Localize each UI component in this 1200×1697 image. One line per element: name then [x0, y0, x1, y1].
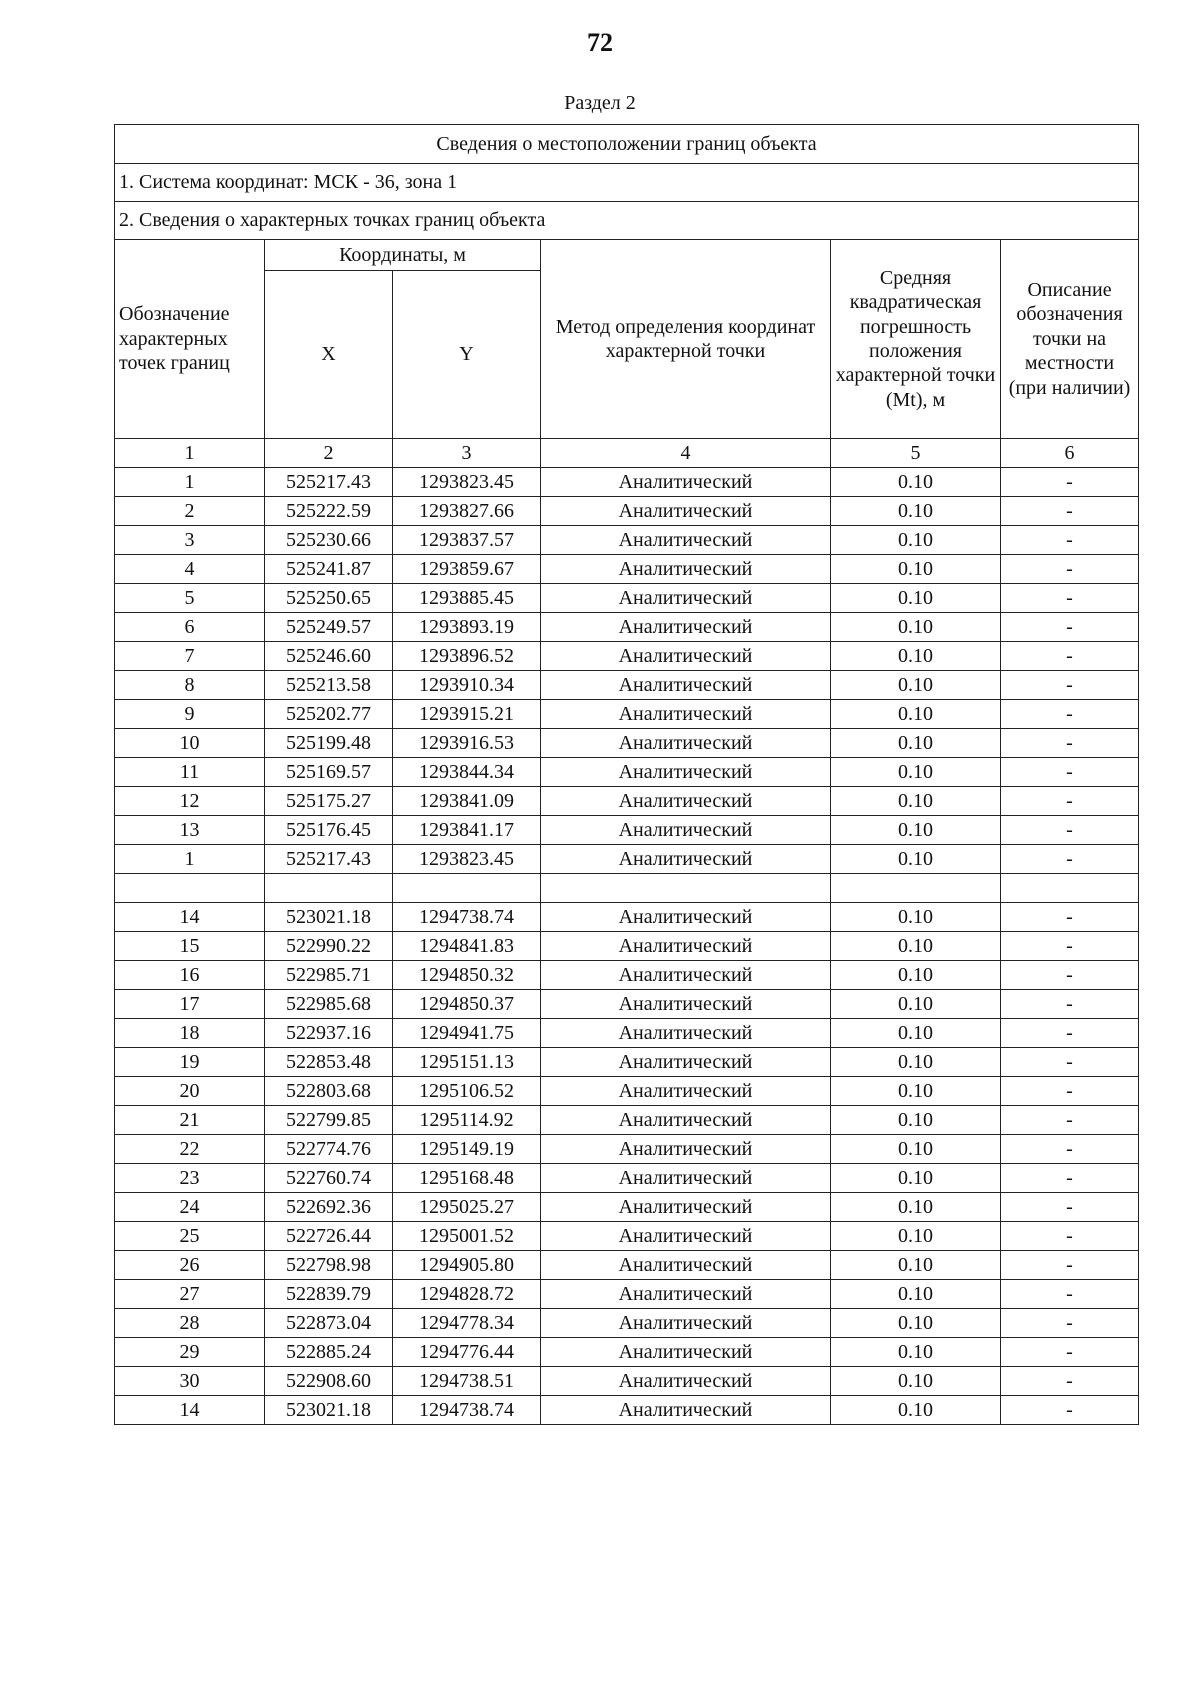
- accuracy: 0.10: [831, 1251, 1001, 1280]
- description: -: [1001, 1077, 1139, 1106]
- method: Аналитический: [541, 1048, 831, 1077]
- section-label: Раздел 2: [564, 92, 636, 114]
- method: Аналитический: [541, 1251, 831, 1280]
- points-info: 2. Сведения о характерных точках границ объекта: [115, 202, 1139, 240]
- accuracy: 0.10: [831, 1164, 1001, 1193]
- accuracy: 0.10: [831, 555, 1001, 584]
- accuracy: 0.10: [831, 1077, 1001, 1106]
- boundary-points-table: [114, 124, 1139, 1425]
- point-designation: 18: [115, 1019, 265, 1048]
- coord-y: 1293885.45: [393, 584, 541, 613]
- accuracy: 0.10: [831, 787, 1001, 816]
- accuracy: 0.10: [831, 584, 1001, 613]
- coord-x: 522803.68: [265, 1077, 393, 1106]
- method: Аналитический: [541, 700, 831, 729]
- table-row: [115, 903, 1139, 932]
- description: -: [1001, 642, 1139, 671]
- coord-x: 522774.76: [265, 1135, 393, 1164]
- column-number: 5: [831, 439, 1001, 468]
- description: -: [1001, 1222, 1139, 1251]
- method: Аналитический: [541, 1338, 831, 1367]
- accuracy: 0.10: [831, 1309, 1001, 1338]
- coord-y: 1294850.37: [393, 990, 541, 1019]
- method: Аналитический: [541, 642, 831, 671]
- point-designation: 28: [115, 1309, 265, 1338]
- column-numbers-row: [115, 439, 1139, 468]
- table-row: [115, 1251, 1139, 1280]
- table-row: [115, 1048, 1139, 1077]
- accuracy: 0.10: [831, 1048, 1001, 1077]
- accuracy: 0.10: [831, 961, 1001, 990]
- method: [541, 874, 831, 903]
- points-info-row: [115, 202, 1139, 240]
- method: Аналитический: [541, 758, 831, 787]
- table-row: [115, 874, 1139, 903]
- column-number: 4: [541, 439, 831, 468]
- point-designation: 1: [115, 468, 265, 497]
- description: -: [1001, 555, 1139, 584]
- table-row: [115, 1309, 1139, 1338]
- coord-y: 1293823.45: [393, 845, 541, 874]
- description: -: [1001, 584, 1139, 613]
- coord-y: 1294850.32: [393, 961, 541, 990]
- accuracy: 0.10: [831, 1280, 1001, 1309]
- point-designation: 9: [115, 700, 265, 729]
- table-row: [115, 1338, 1139, 1367]
- table-title-row: [115, 125, 1139, 164]
- coord-x: 525249.57: [265, 613, 393, 642]
- method: Аналитический: [541, 1367, 831, 1396]
- coord-x: 525217.43: [265, 468, 393, 497]
- coord-y: 1295168.48: [393, 1164, 541, 1193]
- coord-y: 1295114.92: [393, 1106, 541, 1135]
- coord-y: 1293841.09: [393, 787, 541, 816]
- header-designation: Обозначение характерных точек границ: [115, 240, 265, 439]
- method: Аналитический: [541, 990, 831, 1019]
- table-row: [115, 758, 1139, 787]
- table-row: [115, 1280, 1139, 1309]
- coord-y: 1295149.19: [393, 1135, 541, 1164]
- header-method: Метод определения координат характерной точки: [541, 240, 831, 439]
- coord-y: 1293823.45: [393, 468, 541, 497]
- description: -: [1001, 787, 1139, 816]
- coord-x: 525217.43: [265, 845, 393, 874]
- coord-x: 522798.98: [265, 1251, 393, 1280]
- table-row: [115, 468, 1139, 497]
- coord-x: 522885.24: [265, 1338, 393, 1367]
- accuracy: 0.10: [831, 990, 1001, 1019]
- column-number: 3: [393, 439, 541, 468]
- point-designation: 3: [115, 526, 265, 555]
- table-row: [115, 584, 1139, 613]
- description: -: [1001, 1135, 1139, 1164]
- description: -: [1001, 932, 1139, 961]
- table-row: [115, 1019, 1139, 1048]
- point-designation: 29: [115, 1338, 265, 1367]
- point-designation: 24: [115, 1193, 265, 1222]
- accuracy: 0.10: [831, 1135, 1001, 1164]
- accuracy: 0.10: [831, 932, 1001, 961]
- coord-y: 1295001.52: [393, 1222, 541, 1251]
- method: Аналитический: [541, 1106, 831, 1135]
- point-designation: 19: [115, 1048, 265, 1077]
- method: Аналитический: [541, 613, 831, 642]
- table-row: [115, 1135, 1139, 1164]
- coord-x: 522799.85: [265, 1106, 393, 1135]
- table-row: [115, 729, 1139, 758]
- description: -: [1001, 758, 1139, 787]
- accuracy: 0.10: [831, 642, 1001, 671]
- accuracy: 0.10: [831, 816, 1001, 845]
- coord-y: 1293841.17: [393, 816, 541, 845]
- coord-y: 1293837.57: [393, 526, 541, 555]
- table-row: [115, 642, 1139, 671]
- description: -: [1001, 1193, 1139, 1222]
- coord-x: 522692.36: [265, 1193, 393, 1222]
- accuracy: 0.10: [831, 1338, 1001, 1367]
- point-designation: [115, 874, 265, 903]
- table-row: [115, 1396, 1139, 1425]
- table-row: [115, 990, 1139, 1019]
- coord-y: 1293844.34: [393, 758, 541, 787]
- table-row: [115, 1222, 1139, 1251]
- coord-x: 522760.74: [265, 1164, 393, 1193]
- point-designation: 11: [115, 758, 265, 787]
- point-designation: 1: [115, 845, 265, 874]
- point-designation: 15: [115, 932, 265, 961]
- accuracy: 0.10: [831, 468, 1001, 497]
- accuracy: 0.10: [831, 729, 1001, 758]
- coord-x: 522985.68: [265, 990, 393, 1019]
- table-row: [115, 932, 1139, 961]
- page-number: 72: [587, 28, 613, 57]
- accuracy: 0.10: [831, 845, 1001, 874]
- point-designation: 16: [115, 961, 265, 990]
- point-designation: 7: [115, 642, 265, 671]
- header-y: Y: [393, 271, 541, 439]
- description: -: [1001, 903, 1139, 932]
- coord-y: 1293896.52: [393, 642, 541, 671]
- accuracy: 0.10: [831, 758, 1001, 787]
- coord-x: 525250.65: [265, 584, 393, 613]
- description: -: [1001, 1367, 1139, 1396]
- coord-x: 522937.16: [265, 1019, 393, 1048]
- description: -: [1001, 671, 1139, 700]
- description: [1001, 874, 1139, 903]
- table-body: [115, 468, 1139, 1425]
- column-number: 1: [115, 439, 265, 468]
- column-number: 2: [265, 439, 393, 468]
- point-designation: 8: [115, 671, 265, 700]
- point-designation: 14: [115, 1396, 265, 1425]
- point-designation: 21: [115, 1106, 265, 1135]
- coord-x: 525176.45: [265, 816, 393, 845]
- description: -: [1001, 990, 1139, 1019]
- accuracy: 0.10: [831, 700, 1001, 729]
- header-row-1: [115, 240, 1139, 271]
- coord-y: 1295025.27: [393, 1193, 541, 1222]
- table-row: [115, 497, 1139, 526]
- header-coordinates: Координаты, м: [265, 240, 541, 271]
- method: Аналитический: [541, 1077, 831, 1106]
- coord-y: 1294941.75: [393, 1019, 541, 1048]
- coord-x: 522853.48: [265, 1048, 393, 1077]
- point-designation: 13: [115, 816, 265, 845]
- description: -: [1001, 1396, 1139, 1425]
- method: Аналитический: [541, 555, 831, 584]
- description: -: [1001, 1019, 1139, 1048]
- method: Аналитический: [541, 1222, 831, 1251]
- coord-x: 525241.87: [265, 555, 393, 584]
- coord-y: 1294738.51: [393, 1367, 541, 1396]
- accuracy: 0.10: [831, 671, 1001, 700]
- coord-x: 522908.60: [265, 1367, 393, 1396]
- coord-x: 525169.57: [265, 758, 393, 787]
- coord-system: 1. Система координат: МСК - 36, зона 1: [115, 164, 1139, 202]
- accuracy: 0.10: [831, 497, 1001, 526]
- point-designation: 17: [115, 990, 265, 1019]
- coord-y: 1294828.72: [393, 1280, 541, 1309]
- table-row: [115, 700, 1139, 729]
- description: -: [1001, 1280, 1139, 1309]
- coord-x: 525199.48: [265, 729, 393, 758]
- accuracy: 0.10: [831, 903, 1001, 932]
- description: -: [1001, 845, 1139, 874]
- coord-y: [393, 874, 541, 903]
- description: -: [1001, 1309, 1139, 1338]
- point-designation: 5: [115, 584, 265, 613]
- point-designation: 30: [115, 1367, 265, 1396]
- table-row: [115, 1106, 1139, 1135]
- table-title: Сведения о местоположении границ объекта: [115, 125, 1139, 164]
- table-row: [115, 845, 1139, 874]
- coord-x: 522985.71: [265, 961, 393, 990]
- table-row: [115, 526, 1139, 555]
- coord-x: 525230.66: [265, 526, 393, 555]
- description: -: [1001, 613, 1139, 642]
- point-designation: 4: [115, 555, 265, 584]
- description: -: [1001, 1106, 1139, 1135]
- method: Аналитический: [541, 497, 831, 526]
- method: Аналитический: [541, 1164, 831, 1193]
- point-designation: 12: [115, 787, 265, 816]
- coord-y: 1294905.80: [393, 1251, 541, 1280]
- coord-x: [265, 874, 393, 903]
- description: -: [1001, 526, 1139, 555]
- method: Аналитический: [541, 1280, 831, 1309]
- table-row: [115, 961, 1139, 990]
- coord-x: 525175.27: [265, 787, 393, 816]
- table-row: [115, 1367, 1139, 1396]
- coord-y: 1294738.74: [393, 1396, 541, 1425]
- header-x: X: [265, 271, 393, 439]
- table-row: [115, 816, 1139, 845]
- method: Аналитический: [541, 526, 831, 555]
- accuracy: 0.10: [831, 526, 1001, 555]
- accuracy: 0.10: [831, 613, 1001, 642]
- coord-x: 522726.44: [265, 1222, 393, 1251]
- method: Аналитический: [541, 845, 831, 874]
- description: -: [1001, 1164, 1139, 1193]
- accuracy: 0.10: [831, 1019, 1001, 1048]
- point-designation: 22: [115, 1135, 265, 1164]
- point-designation: 2: [115, 497, 265, 526]
- description: -: [1001, 729, 1139, 758]
- method: Аналитический: [541, 729, 831, 758]
- coord-y: 1294776.44: [393, 1338, 541, 1367]
- accuracy: 0.10: [831, 1367, 1001, 1396]
- table-row: [115, 1193, 1139, 1222]
- point-designation: 10: [115, 729, 265, 758]
- table-row: [115, 1164, 1139, 1193]
- table-row: [115, 613, 1139, 642]
- accuracy: 0.10: [831, 1222, 1001, 1251]
- point-designation: 27: [115, 1280, 265, 1309]
- coord-x: 522873.04: [265, 1309, 393, 1338]
- coord-x: 525213.58: [265, 671, 393, 700]
- coord-x: 522839.79: [265, 1280, 393, 1309]
- description: -: [1001, 816, 1139, 845]
- method: Аналитический: [541, 468, 831, 497]
- method: Аналитический: [541, 1135, 831, 1164]
- coord-x: 522990.22: [265, 932, 393, 961]
- description: -: [1001, 700, 1139, 729]
- coord-x: 525246.60: [265, 642, 393, 671]
- accuracy: 0.10: [831, 1193, 1001, 1222]
- table-row: [115, 671, 1139, 700]
- coord-y: 1294738.74: [393, 903, 541, 932]
- point-designation: 25: [115, 1222, 265, 1251]
- point-designation: 26: [115, 1251, 265, 1280]
- header-description: Описание обозначения точки на местности (при наличии): [1001, 240, 1139, 439]
- coord-x: 525222.59: [265, 497, 393, 526]
- method: Аналитический: [541, 1309, 831, 1338]
- accuracy: 0.10: [831, 1396, 1001, 1425]
- method: Аналитический: [541, 1193, 831, 1222]
- accuracy: 0.10: [831, 1106, 1001, 1135]
- coord-x: 523021.18: [265, 903, 393, 932]
- column-number: 6: [1001, 439, 1139, 468]
- coord-system-row: [115, 164, 1139, 202]
- coord-y: 1294778.34: [393, 1309, 541, 1338]
- method: Аналитический: [541, 961, 831, 990]
- accuracy: [831, 874, 1001, 903]
- table-row: [115, 1077, 1139, 1106]
- coord-y: 1294841.83: [393, 932, 541, 961]
- coord-x: 523021.18: [265, 1396, 393, 1425]
- table-row: [115, 555, 1139, 584]
- description: -: [1001, 468, 1139, 497]
- point-designation: 23: [115, 1164, 265, 1193]
- coord-y: 1293893.19: [393, 613, 541, 642]
- method: Аналитический: [541, 932, 831, 961]
- coord-y: 1295151.13: [393, 1048, 541, 1077]
- coord-y: 1293915.21: [393, 700, 541, 729]
- description: -: [1001, 1048, 1139, 1077]
- coord-x: 525202.77: [265, 700, 393, 729]
- method: Аналитический: [541, 903, 831, 932]
- table-row: [115, 787, 1139, 816]
- method: Аналитический: [541, 671, 831, 700]
- coord-y: 1295106.52: [393, 1077, 541, 1106]
- description: -: [1001, 1338, 1139, 1367]
- point-designation: 14: [115, 903, 265, 932]
- point-designation: 20: [115, 1077, 265, 1106]
- method: Аналитический: [541, 816, 831, 845]
- method: Аналитический: [541, 584, 831, 613]
- description: -: [1001, 497, 1139, 526]
- point-designation: 6: [115, 613, 265, 642]
- method: Аналитический: [541, 1396, 831, 1425]
- method: Аналитический: [541, 1019, 831, 1048]
- header-error: Средняя квадратическая погрешность положения характерной точки (Mt), м: [831, 240, 1001, 439]
- description: -: [1001, 1251, 1139, 1280]
- coord-y: 1293859.67: [393, 555, 541, 584]
- coord-y: 1293916.53: [393, 729, 541, 758]
- coord-y: 1293910.34: [393, 671, 541, 700]
- method: Аналитический: [541, 787, 831, 816]
- description: -: [1001, 961, 1139, 990]
- coord-y: 1293827.66: [393, 497, 541, 526]
